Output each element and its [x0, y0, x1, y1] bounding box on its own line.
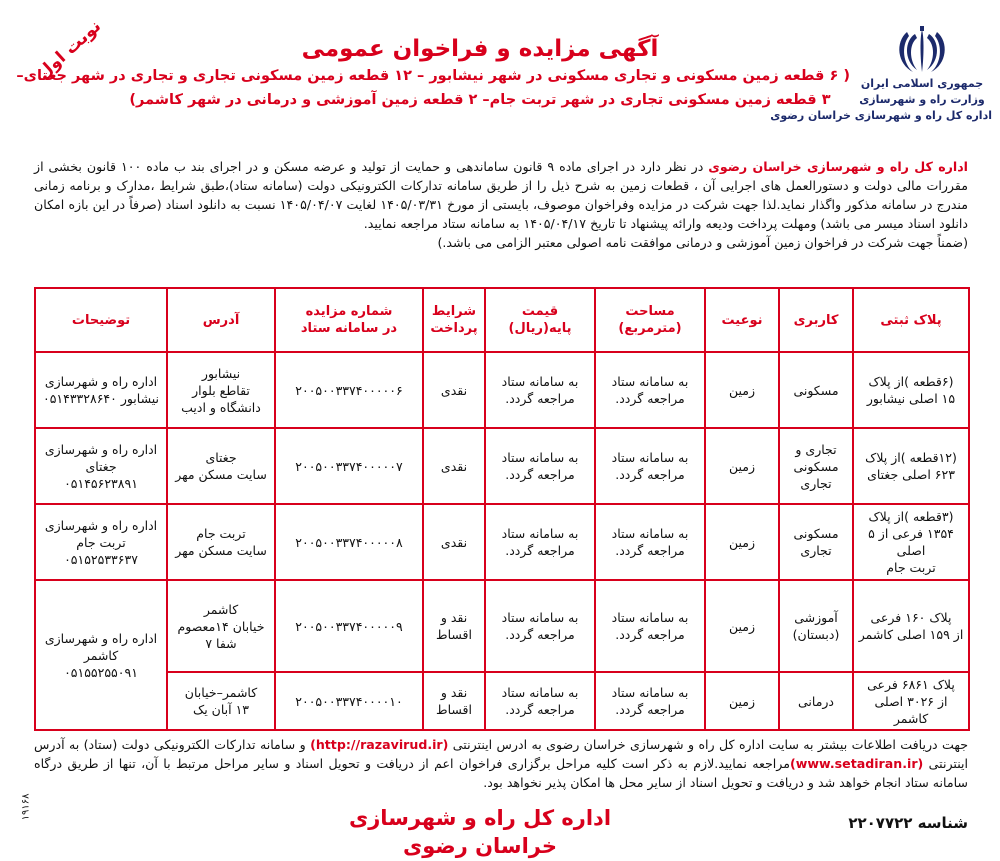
cell-address: تربت جام سایت مسکن مهر — [167, 504, 275, 580]
cell-type: زمین — [705, 352, 779, 428]
intro-lead: اداره کل راه و شهرسازی خراسان رضوی — [708, 159, 968, 174]
intro-note: (ضمناً جهت شرکت در فراخوان زمین آموزشی و درمانی موافقت نامه اصولی معتبر الزامی می باشد.) — [437, 235, 968, 250]
cell-price: به سامانه ستاد مراجعه گردد. — [485, 672, 595, 730]
cell-area: به سامانه ستاد مراجعه گردد. — [595, 428, 705, 504]
cell-terms: نقد و اقساط — [423, 672, 485, 730]
print-code: ۱۹۱۶۸ — [20, 793, 32, 821]
footer-text-2: و سامانه تدارکات الکترونیکی دولت (ستاد) به آدرس اینترنتی — [34, 737, 969, 771]
setadiran-link[interactable]: (www.setadiran.ir) — [790, 756, 924, 771]
cell-address: کاشمر–خیابان ۱۳ آبان یک — [167, 672, 275, 730]
header-type: نوعیت — [705, 288, 779, 352]
cell-plate: (۶قطعه )از پلاک ۱۵ اصلی نیشابور — [853, 352, 969, 428]
cell-area: به سامانه ستاد مراجعه گردد. — [595, 504, 705, 580]
cell-plate: پلاک ۱۶۰ فرعی از ۱۵۹ اصلی کاشمر — [853, 580, 969, 672]
cell-price: به سامانه ستاد مراجعه گردد. — [485, 580, 595, 672]
cell-notes: اداره راه و شهرسازی نیشابور ۰۵۱۴۳۳۲۸۶۴۰ — [35, 352, 167, 428]
emblem-line-1: جمهوری اسلامی ایران — [860, 77, 984, 90]
page-title: آگهی مزایده و فراخوان عمومی — [301, 36, 659, 62]
header-use: کاربری — [779, 288, 853, 352]
cell-plate: (۱۲قطعه )از پلاک ۶۲۳ اصلی جغتای — [853, 428, 969, 504]
cell-price: به سامانه ستاد مراجعه گردد. — [485, 428, 595, 504]
cell-address: کاشمر خیابان ۱۴معصوم شفا ۷ — [167, 580, 275, 672]
cell-notes: اداره راه و شهرسازی جغتای ۰۵۱۴۵۶۲۳۸۹۱ — [35, 428, 167, 504]
header-area: مساحت (مترمربع) — [595, 288, 705, 352]
cell-notes: اداره راه و شهرسازی کاشمر ۰۵۱۵۵۲۵۵۰۹۱ — [35, 580, 167, 730]
header-auction-number: شماره مزایده در سامانه ستاد — [275, 288, 423, 352]
cell-plate: (۳قطعه )از پلاک ۱۳۵۴ فرعی از ۵ اصلی تربت جام — [853, 504, 969, 580]
cell-use: مسکونی تجاری — [779, 504, 853, 580]
table-row — [35, 428, 969, 504]
emblem-block — [770, 26, 992, 124]
table-row — [35, 580, 969, 672]
cell-type: زمین — [705, 672, 779, 730]
intro-paragraph — [34, 157, 968, 252]
cell-auction-no: ۲۰۰۵۰۰۳۳۷۴۰۰۰۰۰۷ — [275, 428, 423, 504]
lots-table — [34, 287, 970, 731]
cell-use: تجاری و مسکونی تجاری — [779, 428, 853, 504]
table-row — [35, 504, 969, 580]
header-address: آدرس — [167, 288, 275, 352]
cell-use: مسکونی — [779, 352, 853, 428]
cell-terms: نقدی — [423, 352, 485, 428]
emblem-line-2: وزارت راه و شهرسازی — [859, 93, 985, 106]
table-body — [35, 352, 969, 730]
cell-auction-no: ۲۰۰۵۰۰۳۳۷۴۰۰۰۰۱۰ — [275, 672, 423, 730]
cell-price: به سامانه ستاد مراجعه گردد. — [485, 504, 595, 580]
cell-area: به سامانه ستاد مراجعه گردد. — [595, 352, 705, 428]
cell-terms: نقد و اقساط — [423, 580, 485, 672]
intro-body: در نظر دارد در اجرای ماده ۹ قانون ساماندهی و حمایت از تولید و عرضه مسکن و در اجرای بند ب ماده ۱۰۰ قانون بخشی از مقررات مالی دولت و دستورالعمل های اجرایی آن ، قطعات زمین به شرح ذیل را از طریق سامانه تدارکات الکترونیکی دولت (سامانه ستاد)،طبق شرایط ،مدارک و برنامه زمانی مندرج در سامانه مذکور واگذار نماید.لذا جهت شرکت در مزایده وفراخوان موصوف، بایستی از مورخ ۱۴۰۵/۰۳/۳۱ لغایت ۱۴۰۵/۰۴/۰۷ نسبت به دانلود اسناد (صرفاً در این بازه امکان دانلود اسناد میسر می باشد) ومهلت پرداخت ودیعه وارائه پیشنهاد تا تاریخ ۱۴۰۵/۰۴/۱۷ به سامانه ستاد مراجعه نمایید. — [34, 159, 968, 231]
cell-use: آموزشی (دبستان) — [779, 580, 853, 672]
table-header-row — [35, 288, 969, 352]
header-notes: توضیحات — [35, 288, 167, 352]
cell-type: زمین — [705, 428, 779, 504]
cell-plate: پلاک ۶۸۶۱ فرعی از ۳۰۲۶ اصلی کاشمر — [853, 672, 969, 730]
cell-auction-no: ۲۰۰۵۰۰۳۳۷۴۰۰۰۰۰۸ — [275, 504, 423, 580]
cell-area: به سامانه ستاد مراجعه گردد. — [595, 672, 705, 730]
cell-auction-no: ۲۰۰۵۰۰۳۳۷۴۰۰۰۰۰۶ — [275, 352, 423, 428]
table-row — [35, 352, 969, 428]
cell-area: به سامانه ستاد مراجعه گردد. — [595, 580, 705, 672]
cell-address: جغتای سایت مسکن مهر — [167, 428, 275, 504]
header-price: قیمت پایه(ریال) — [485, 288, 595, 352]
iran-emblem-icon — [893, 26, 951, 76]
emblem-line-3: اداره کل راه و شهرسازی خراسان رضوی — [770, 109, 992, 122]
cell-address: نیشابور تقاطع بلوار دانشگاه و ادیب — [167, 352, 275, 428]
header-terms: شرایط پرداخت — [423, 288, 485, 352]
cell-auction-no: ۲۰۰۵۰۰۳۳۷۴۰۰۰۰۰۹ — [275, 580, 423, 672]
footer-text-1: جهت دریافت اطلاعات بیشتر به سایت اداره کل راه و شهرسازی خراسان رضوی به ادرس اینترنتی — [448, 737, 969, 752]
cell-type: زمین — [705, 504, 779, 580]
razavirud-link[interactable]: (http://razavirud.ir) — [310, 737, 449, 752]
first-notice-badge: نوبت اول — [33, 16, 106, 84]
cell-notes: اداره راه و شهرسازی تربت جام ۰۵۱۵۲۵۳۳۶۳۷ — [35, 504, 167, 580]
footer-paragraph — [34, 735, 968, 792]
signature: اداره کل راه و شهرسازی خراسان رضوی — [348, 806, 612, 858]
footer-text-3: مراجعه نمایید.لازم به ذکر است کلیه مراحل برگزاری فراخوان اعم از دریافت و تحویل اسناد و سایر مراحل مرتبط با آن، تنها از طریق درگاه سامانه ستاد انجام خواهد شد و دریافت و تحویل اسناد از سایر محل ها امکان پذیر نخواهد بود. — [34, 756, 968, 790]
cell-type: زمین — [705, 580, 779, 672]
header-plate: پلاک ثبتی — [853, 288, 969, 352]
subtitle-line-1: ( ۶ قطعه زمین مسکونی و تجاری مسکونی در شهر نیشابور – ۱۲ قطعه زمین مسکونی تجاری و تجاری در شهر جغتای– — [16, 68, 850, 84]
serial-number: شناسه ۲۲۰۷۷۲۲ — [848, 814, 968, 832]
cell-terms: نقدی — [423, 428, 485, 504]
subtitle-line-2: ۳ قطعه زمین مسکونی تجاری در شهر تربت جام– ۲ قطعه زمین آموزشی و درمانی در شهر کاشمر) — [129, 92, 831, 108]
cell-price: به سامانه ستاد مراجعه گردد. — [485, 352, 595, 428]
cell-use: درمانی — [779, 672, 853, 730]
cell-terms: نقدی — [423, 504, 485, 580]
table-row — [35, 672, 969, 730]
